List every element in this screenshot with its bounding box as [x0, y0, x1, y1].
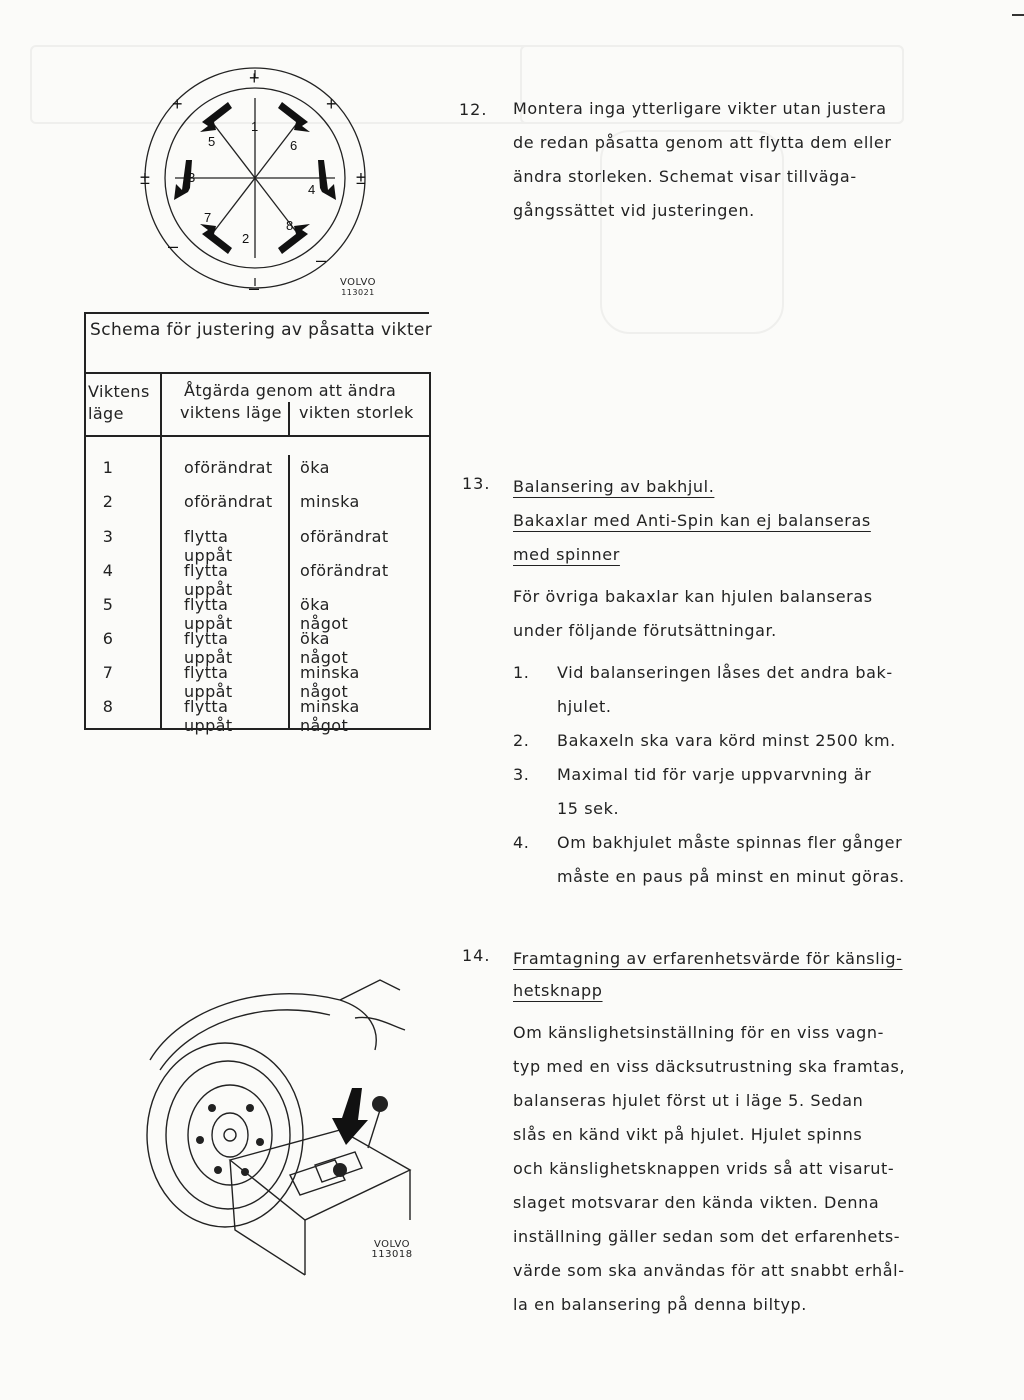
section-14-line: Om känslighetsinställning för en viss vagn-	[513, 1023, 885, 1042]
list-item	[513, 826, 933, 894]
list-item-line2: måste en paus på minst en minut göras.	[557, 867, 905, 886]
list-item-number: 4.	[513, 833, 530, 852]
section-12-text	[513, 92, 933, 228]
table-cell-size-action: minska något	[300, 663, 360, 701]
table-cell-position-action: flytta uppåt	[184, 697, 233, 735]
diagram-number-5: 5	[208, 134, 216, 149]
figure1-caption	[338, 278, 378, 298]
diagram-sign-bottom-right: –	[316, 250, 327, 270]
diagram-sign-right: ±	[356, 168, 366, 188]
section-13-list	[513, 656, 933, 894]
table-cell-position: 3	[102, 527, 114, 546]
section-13-intro-line2: under följande förutsättningar.	[513, 621, 777, 640]
section-14-line: och känslighetsknappen vrids så att visarut-	[513, 1159, 895, 1178]
section-13-number: 13.	[462, 474, 491, 493]
diagram-sign-bottom: –	[249, 278, 260, 298]
section-13-heading: Balansering av bakhjul.	[513, 477, 715, 496]
section-14-line: typ med en viss däcksutrustning ska framtas,	[513, 1057, 906, 1076]
diagram-number-2: 2	[242, 231, 250, 246]
table-cell-size-action: öka något	[300, 629, 349, 667]
diagram-sign-top-right: +	[326, 94, 337, 114]
section-13-subheading-line2: med spinner	[513, 545, 620, 564]
section-12-line: gångssättet vid justeringen.	[513, 201, 755, 220]
wheel-balancer-illustration	[140, 970, 440, 1280]
table-cell-position: 5	[102, 595, 114, 614]
list-item-line2: 15 sek.	[557, 799, 620, 818]
figure1-caption-brand: VOLVO	[339, 277, 377, 288]
diagram-number-6: 6	[290, 138, 298, 153]
section-13-subheading-line1: Bakaxlar med Anti-Spin kan ej balanseras	[513, 511, 871, 530]
section-14-text	[513, 1016, 933, 1322]
table-right-border	[429, 372, 431, 730]
table-cell-size-action: minska något	[300, 697, 360, 735]
table-cell-size-action: oförändrat	[300, 527, 389, 546]
diagram-number-8: 8	[286, 218, 294, 233]
list-item-line2: hjulet.	[557, 697, 612, 716]
wheel-weight-diagram	[130, 60, 380, 310]
figure1-caption-code: 113021	[341, 288, 375, 297]
table-col2-divider-header	[288, 402, 290, 436]
table-header-bottom-rule	[84, 435, 431, 437]
table-cell-position-action: oförändrat	[184, 492, 273, 511]
figure2-caption-code: 113018	[371, 1249, 413, 1260]
list-item	[513, 656, 933, 724]
table-group-header: Åtgärda genom att ändra	[184, 381, 397, 400]
table-header-position-change: viktens läge	[180, 403, 282, 422]
diagram-sign-top-left: +	[172, 94, 183, 114]
table-cell-position: 2	[102, 492, 114, 511]
table-cell-position: 1	[102, 458, 114, 477]
section-12-line: de redan påsatta genom att flytta dem eller	[513, 133, 892, 152]
diagram-number-4: 4	[308, 182, 316, 197]
table-cell-position-action: flytta uppåt	[184, 527, 233, 565]
list-item	[513, 758, 933, 826]
section-14-line: la en balansering på denna biltyp.	[513, 1295, 807, 1314]
table-cell-position-action: flytta uppåt	[184, 629, 233, 667]
section-14-line: balanseras hjulet först ut i läge 5. Sedan	[513, 1091, 864, 1110]
section-12-line: ändra storleken. Schemat visar tillväga-	[513, 167, 857, 186]
table-cell-size-action: öka något	[300, 595, 349, 633]
table-cell-position-action: flytta uppåt	[184, 561, 233, 599]
section-12-number: 12.	[459, 100, 488, 119]
section-14-line: inställning gäller sedan som det erfarenhets-	[513, 1227, 901, 1246]
table-col2-divider-body	[288, 455, 290, 730]
list-item-line1: Vid balanseringen låses det andra bak-	[557, 663, 893, 682]
section-14-line: slaget motsvarar den kända vikten. Denna	[513, 1193, 880, 1212]
figure2-caption-brand: VOLVO	[373, 1239, 411, 1250]
table-cell-position: 8	[102, 697, 114, 716]
table-cell-size-action: minska	[300, 492, 360, 511]
table-header-top-rule	[84, 372, 429, 374]
diagram-number-1: 1	[251, 119, 259, 134]
diagram-sign-top: +	[249, 68, 260, 88]
section-14-heading-line1: Framtagning av erfarenhetsvärde för känslig-	[513, 949, 903, 968]
table-col1-divider	[160, 372, 162, 730]
list-item-number: 1.	[513, 663, 530, 682]
table-header-position	[88, 381, 150, 425]
list-item-line1: Bakaxeln ska vara körd minst 2500 km.	[557, 731, 896, 750]
section-13-intro	[513, 580, 873, 648]
table-cell-size-action: oförändrat	[300, 561, 389, 580]
section-13-intro-line1: För övriga bakaxlar kan hjulen balanseras	[513, 587, 873, 606]
section-12-line: Montera inga ytterligare vikter utan justera	[513, 99, 887, 118]
table-top-rule	[84, 312, 429, 314]
table-cell-position-action: flytta uppåt	[184, 663, 233, 701]
diagram-sign-left: ±	[140, 168, 150, 188]
section-14-line: värde som ska användas för att snabbt erhål-	[513, 1261, 905, 1280]
diagram-sign-bottom-left: –	[168, 236, 179, 256]
table-cell-position: 6	[102, 629, 114, 648]
page-edge-line	[1012, 14, 1024, 16]
section-14-heading-line2: hetsknapp	[513, 981, 603, 1000]
diagram-number-3: 3	[188, 170, 196, 185]
table-header-position-line2: läge	[88, 404, 124, 423]
table-header-size-change: vikten storlek	[299, 403, 414, 422]
list-item-line1: Om bakhjulet måste spinnas fler gånger	[557, 833, 903, 852]
diagram-number-7: 7	[204, 210, 212, 225]
table-cell-position-action: oförändrat	[184, 458, 273, 477]
table-left-border	[84, 312, 86, 730]
table-header-position-line1: Viktens	[88, 382, 150, 401]
table-bottom-rule	[84, 728, 431, 730]
table-cell-size-action: öka	[300, 458, 330, 477]
list-item-number: 3.	[513, 765, 530, 784]
section-14-number: 14.	[462, 946, 491, 965]
section-14-line: slås en känd vikt på hjulet. Hjulet spinns	[513, 1125, 863, 1144]
table-cell-position: 7	[102, 663, 114, 682]
list-item-number: 2.	[513, 731, 530, 750]
list-item	[513, 724, 933, 758]
table-cell-position-action: flytta uppåt	[184, 595, 233, 633]
figure2-caption	[370, 1240, 414, 1260]
table-title: Schema för justering av påsatta vikter	[90, 320, 433, 340]
table-cell-position: 4	[102, 561, 114, 580]
list-item-line1: Maximal tid för varje uppvarvning är	[557, 765, 872, 784]
